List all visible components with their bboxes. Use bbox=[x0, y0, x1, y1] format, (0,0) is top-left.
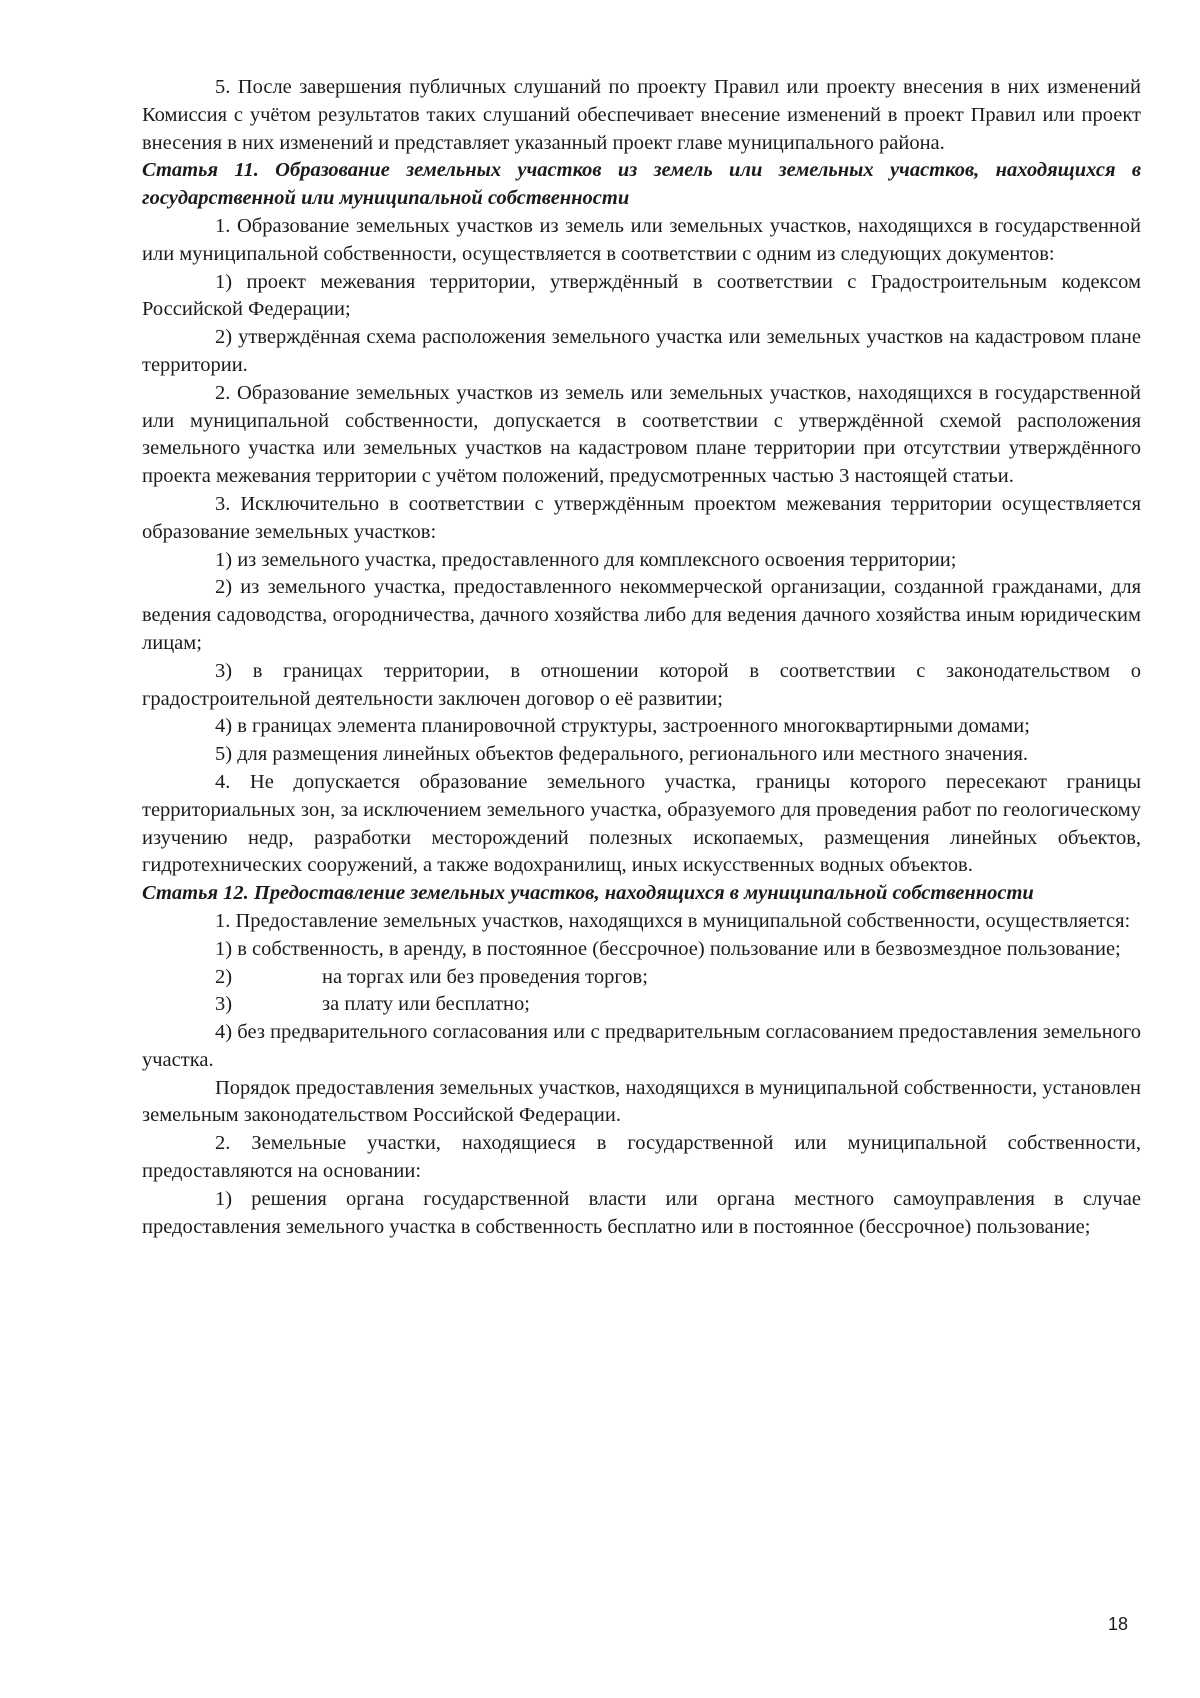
list-item: 4) без предварительного согласования или с предварительным согласованием предоставления земельного участка. bbox=[142, 1021, 1141, 1071]
article-12-heading: Статья 12. Предоставление земельных участков, находящихся в муниципальной собственности bbox=[142, 882, 1034, 905]
page-number: 18 bbox=[1108, 1614, 1129, 1634]
paragraph: 2. Образование земельных участков из земель или земельных участков, находящихся в государственной или муниципальной собственности, допускается в соответствии с утверждённой схемой расположения земельного участка или земельных участков на кадастровом плане территории при отсутствии утверждённого проекта межевания территории с учётом положений, предусмотренных частью 3 настоящей статьи. bbox=[142, 381, 1141, 488]
list-item: 1) проект межевания территории, утверждённый в соответствии с Градостроительным кодексом Российской Федерации; bbox=[142, 270, 1141, 321]
paragraph: 5. После завершения публичных слушаний по проекту Правил или проекту внесения в них изменений Комиссия с учётом результатов таких слушаний обеспечивает внесение изменений в проект Правил или проект внесения в них изменений и представляет указанный проект главе муниципального района. bbox=[142, 76, 1141, 154]
list-item-number: 2) bbox=[215, 965, 233, 988]
list-item bbox=[142, 991, 1141, 1019]
article-11-heading: Статья 11. Образование земельных участков из земель или земельных участков, находящихся в государственной или муниципальной собственности bbox=[142, 159, 1141, 210]
paragraph: 1. Предоставление земельных участков, находящихся в муниципальной собственности, осуществляется: bbox=[215, 909, 1131, 932]
paragraph: 3. Исключительно в соответствии с утверждённым проектом межевания территории осуществляется образование земельных участков: bbox=[142, 492, 1141, 543]
list-item: 1) из земельного участка, предоставленного для комплексного освоения территории; bbox=[215, 548, 957, 571]
list-item: 2) утверждённая схема расположения земельного участка или земельных участков на кадастровом плане территории. bbox=[142, 326, 1141, 376]
list-item bbox=[142, 964, 1141, 992]
list-item-number: 3) bbox=[215, 993, 233, 1016]
paragraph: 2. Земельные участки, находящиеся в государственной или муниципальной собственности, предоставляются на основании: bbox=[142, 1132, 1141, 1183]
list-item: 3) в границах территории, в отношении которой в соответствии с законодательством о градостроительной деятельности заключен договор о её развитии; bbox=[142, 659, 1141, 710]
list-item: 1) решения органа государственной власти или органа местного самоуправления в случае предоставления земельного участка в собственность бесплатно или в постоянное (бессрочное) пользование; bbox=[142, 1187, 1141, 1238]
paragraph: 4. Не допускается образование земельного участка, границы которого пересекают границы территориальных зон, за исключением земельного участка, образуемого для проведения работ по геологическому изучению недр, разработки месторождений полезных ископаемых, размещения линейных объектов, гидротехнических сооружений, а также водохранилищ, иных искусственных водных объектов. bbox=[142, 770, 1141, 877]
paragraph: 1. Образование земельных участков из земель или земельных участков, находящихся в государственной или муниципальной собственности, осуществляется в соответствии с одним из следующих документов: bbox=[142, 214, 1141, 265]
list-item-text: за плату или бесплатно; bbox=[322, 993, 530, 1016]
list-item-text: на торгах или без проведения торгов; bbox=[322, 965, 648, 988]
list-item: 5) для размещения линейных объектов федерального, регионального или местного значения. bbox=[215, 743, 1029, 766]
document-body bbox=[142, 74, 1141, 1241]
list-item: 4) в границах элемента планировочной структуры, застроенного многоквартирными домами; bbox=[215, 715, 1030, 738]
list-item: 1) в собственность, в аренду, в постоянное (бессрочное) пользование или в безвозмездное пользование; bbox=[215, 937, 1121, 960]
list-item: 2) из земельного участка, предоставленного некоммерческой организации, созданной гражданами, для ведения садоводства, огородничества, дачного хозяйства либо для ведения дачного хозяйства иным юридическим лицам; bbox=[142, 576, 1141, 654]
paragraph: Порядок предоставления земельных участков, находящихся в муниципальной собственности, установлен земельным законодательством Российской Федерации. bbox=[142, 1076, 1141, 1127]
